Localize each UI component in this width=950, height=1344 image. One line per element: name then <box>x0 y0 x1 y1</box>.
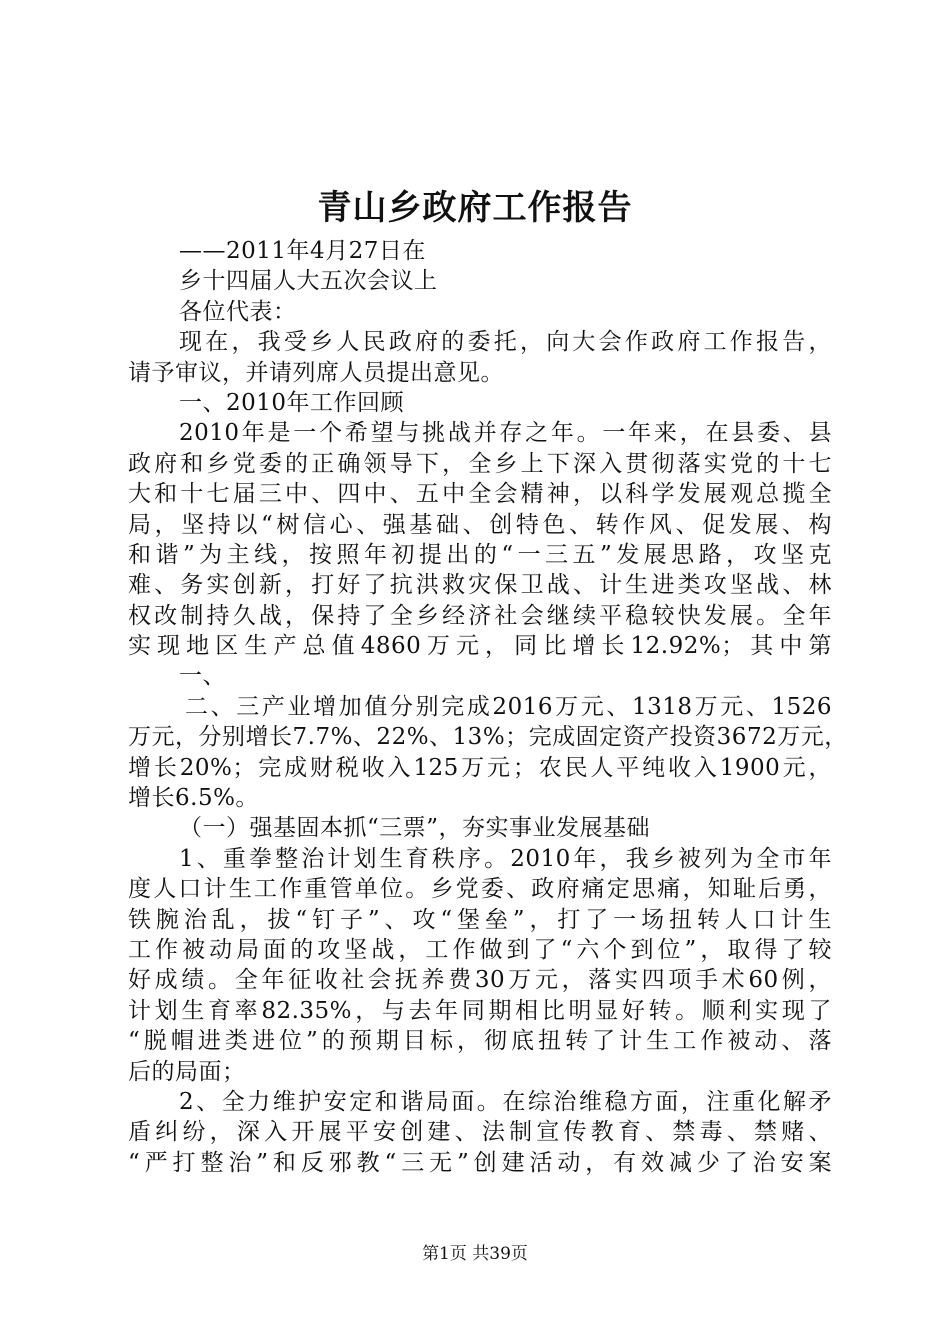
text-line: 增长6.5%。 <box>128 785 259 812</box>
text-line: （一）强基固本抓“三票”，夯实事业发展基础 <box>179 815 651 842</box>
page-footer: 第1页 共39页 <box>422 1244 528 1264</box>
text-line: 难、务实创新，打好了抗洪救灾保卫战、计生进类攻坚战、林 <box>128 572 832 599</box>
text-line: 工作被动局面的攻坚战，工作做到了“六个到位”，取得了较 <box>128 936 832 963</box>
text-line: 乡十四届人大五次会议上 <box>179 268 438 295</box>
text-line: 局，坚持以“树信心、强基础、创特色、转作风、促发展、构 <box>128 511 832 538</box>
text-line: 一、2010年工作回顾 <box>179 389 405 416</box>
text-line: 盾纠纷，深入开展平安创建、法制宣传教育、禁毒、禁赌、 <box>128 1119 832 1146</box>
text-line: 实现地区生产总值4860万元，同比增长12.92%；其中第 <box>128 633 832 660</box>
text-line: 铁腕治乱，拔“钉子”、攻“堡垒”，打了一场扭转人口计生 <box>128 906 832 933</box>
text-line: 和谐”为主线，按照年初提出的“一三五”发展思路，攻坚克 <box>128 541 832 568</box>
text-line: 请予审议，并请列席人员提出意见。 <box>128 359 504 386</box>
text-line: 2、全力维护安定和谐局面。在综治维稳方面，注重化解矛 <box>179 1088 832 1115</box>
text-line: ——2011年4月27日在 <box>179 238 426 264</box>
text-line: “严打整治”和反邪教“三无”创建活动，有效减少了治安案 <box>128 1149 832 1176</box>
text-line: 后的局面； <box>128 1058 246 1085</box>
document-body <box>128 236 848 1178</box>
text-line: 权改制持久战，保持了全乡经济社会继续平稳较快发展。全年 <box>128 602 832 629</box>
text-line: 现在，我受乡人民政府的委托，向大会作政府工作报告， <box>179 329 832 356</box>
text-line: 政府和乡党委的正确领导下，全乡上下深入贯彻落实党的十七 <box>128 450 832 477</box>
text-line: 度人口计生工作重管单位。乡党委、政府痛定思痛，知耻后勇， <box>128 876 832 903</box>
text-line: 计划生育率82.35%，与去年同期相比明显好转。顺利实现了 <box>128 997 832 1024</box>
text-line: 二、三产业增加值分别完成2016万元、1318万元、1526 <box>185 693 832 720</box>
text-line: 一、 <box>179 663 226 690</box>
text-line: 大和十七届三中、四中、五中全会精神，以科学发展观总揽全 <box>128 481 832 508</box>
text-line: 好成绩。全年征收社会抚养费30万元，落实四项手术60例， <box>128 967 832 994</box>
text-line: 1、重拳整治计划生育秩序。2010年，我乡被列为全市年 <box>179 845 832 872</box>
text-line: 各位代表： <box>179 298 297 325</box>
text-line: 万元，分别增长7.7%、22%、13%；完成固定资产投资3672万元， <box>128 724 848 751</box>
document-title: 青山乡政府工作报告 <box>317 188 633 228</box>
text-line: 增长20%；完成财税收入125万元；农民人平纯收入1900元， <box>128 754 832 781</box>
text-line: “脱帽进类进位”的预期目标，彻底扭转了计生工作被动、落 <box>128 1028 832 1055</box>
text-line: 2010年是一个希望与挑战并存之年。一年来，在县委、县 <box>179 420 832 447</box>
